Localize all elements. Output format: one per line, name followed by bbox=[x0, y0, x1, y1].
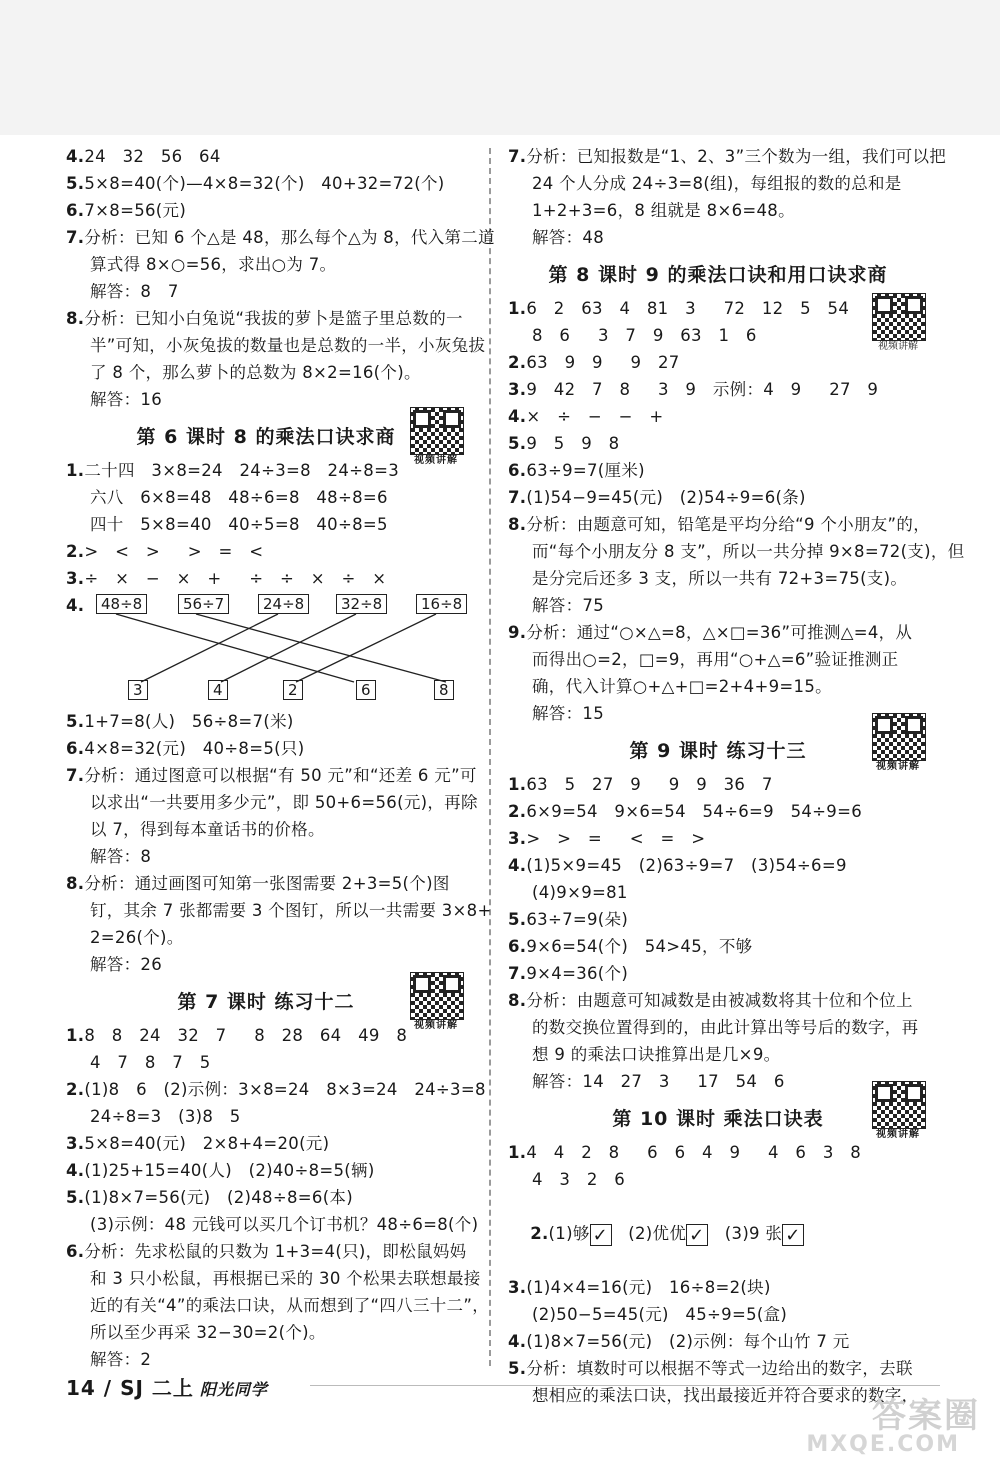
answer-line bbox=[508, 484, 928, 511]
section-7-title: 第 7 课时 练习十二 bbox=[177, 990, 355, 1013]
answer-text: 分析：填数时可以根据不等式一边给出的数字，去联 bbox=[526, 1359, 913, 1378]
right-top-answers bbox=[508, 143, 947, 251]
answer-text: 解答：8 bbox=[90, 847, 152, 866]
answer-line bbox=[508, 1274, 928, 1301]
answer-text: 钉，其余 7 张都需要 3 个图钉，所以一共需要 3×8+ bbox=[90, 901, 492, 920]
answer-line bbox=[66, 1319, 466, 1346]
question-number: 4. bbox=[66, 147, 85, 166]
answer-text: 4 4 2 8 6 6 4 9 4 6 3 8 bbox=[526, 1143, 862, 1162]
qr-code[interactable] bbox=[406, 407, 466, 467]
answer-line bbox=[66, 305, 466, 332]
question-number: 7. bbox=[508, 488, 527, 507]
question-number: 2. bbox=[508, 353, 527, 372]
question-number: 2. bbox=[508, 802, 527, 821]
answer-text: 24 个人分成 24÷3=8(组)，每组报的数的总和是 bbox=[532, 174, 902, 193]
expression-card: 48÷8 bbox=[96, 594, 147, 614]
answer-line bbox=[508, 933, 928, 960]
answer-line bbox=[66, 1049, 466, 1076]
answer-line bbox=[508, 1301, 928, 1328]
answer-line bbox=[66, 359, 466, 386]
qr-caption: 视频讲解 bbox=[876, 761, 920, 772]
answer-text: (1)54−9=45(元) (2)54÷9=6(条) bbox=[526, 488, 806, 507]
answer-line bbox=[66, 870, 466, 897]
qr-caption: 视频讲解 bbox=[876, 1129, 920, 1140]
question-number: 2. bbox=[66, 542, 85, 561]
section-8-answers bbox=[508, 295, 965, 727]
answer-text: 以 7，得到每本童话书的价格。 bbox=[90, 820, 325, 839]
answer-line bbox=[66, 1346, 466, 1373]
section-7-answers bbox=[66, 1022, 489, 1373]
question-number: 7. bbox=[66, 766, 85, 785]
answer-text: 以求出“一共要用多少元”，即 50+6=56(元)，再除 bbox=[90, 793, 478, 812]
answer-line bbox=[66, 816, 466, 843]
answer-line bbox=[508, 565, 928, 592]
answer-line bbox=[508, 987, 928, 1014]
section-10-title: 第 10 课时 乘法口诀表 bbox=[612, 1107, 824, 1130]
footer-rule bbox=[310, 1385, 940, 1386]
answer-line bbox=[508, 592, 928, 619]
answer-line bbox=[508, 1041, 928, 1068]
answer-line bbox=[508, 143, 947, 170]
question-number: 5. bbox=[508, 1359, 527, 1378]
question-number: 4. bbox=[508, 1332, 527, 1351]
question-number: 3. bbox=[508, 1278, 527, 1297]
answer-text: (1)8×7=56(元) (2)48÷8=6(本) bbox=[84, 1188, 353, 1207]
qr-code-icon bbox=[872, 1081, 926, 1129]
expression-card: 32÷8 bbox=[336, 594, 387, 614]
answer-text: 而“每个小朋友分 8 支”，所以一共分掉 9×8=72(支)，但 bbox=[532, 542, 965, 561]
answer-text: 4 3 2 6 bbox=[532, 1170, 626, 1189]
question-number: 6. bbox=[66, 201, 85, 220]
section-6-header bbox=[66, 413, 466, 466]
qr-code[interactable] bbox=[868, 1081, 928, 1141]
answer-text: 解答：48 bbox=[532, 228, 604, 247]
question-number: 5. bbox=[66, 712, 85, 731]
answer-text: 半”可知，小灰兔拔的数量也是总数的一半，小灰兔拔 bbox=[90, 336, 486, 355]
answer-text: (2)50−5=45(元) 45÷9=5(盒) bbox=[532, 1305, 788, 1324]
answer-line bbox=[66, 1157, 466, 1184]
answer-text: 5×8=40(元) 2×8+4=20(元) bbox=[84, 1134, 330, 1153]
answer-line bbox=[66, 1130, 466, 1157]
expression-card: 16÷8 bbox=[416, 594, 467, 614]
answer-text: 解答：16 bbox=[90, 390, 162, 409]
answer-line bbox=[508, 879, 928, 906]
answer-text: (4)9×9=81 bbox=[532, 883, 628, 902]
answer-text: 9×4=36(个) bbox=[526, 964, 629, 983]
answer-text: 63÷9=7(厘米) bbox=[526, 461, 645, 480]
answer-text: 分析：已知 6 个△是 48，那么每个△为 8，代入第二道 bbox=[84, 228, 495, 247]
watermark-url: MXQE.COM bbox=[806, 1432, 960, 1457]
checkmark-box-icon bbox=[782, 1224, 804, 1246]
page-footer bbox=[66, 1372, 268, 1401]
answer-text: 确，代入计算○+△+□=2+4+9=15。 bbox=[532, 677, 832, 696]
answer-text: 是分完后还多 3 支，所以一共有 72+3=75(支)。 bbox=[532, 569, 908, 588]
answer-line bbox=[66, 708, 466, 735]
answer-text: 1+7=8(人) 56÷8=7(米) bbox=[84, 712, 294, 731]
answer-line bbox=[66, 1076, 486, 1103]
section-9-answers bbox=[508, 771, 928, 1095]
answer-part: (3)9 张 bbox=[724, 1224, 783, 1243]
question-number: 1. bbox=[508, 775, 527, 794]
answer-line bbox=[508, 1068, 928, 1095]
qr-code-icon bbox=[410, 407, 464, 455]
answer-text: 算式得 8×○=56，求出○为 7。 bbox=[90, 255, 337, 274]
answer-text: 解答：14 27 3 17 54 6 bbox=[532, 1072, 785, 1091]
answer-text: 63 9 9 9 27 bbox=[526, 353, 680, 372]
qr-caption: 视频讲解 bbox=[414, 1020, 458, 1031]
answer-text: 9 5 9 8 bbox=[526, 434, 620, 453]
answer-text: 六八 6×8=48 48÷6=8 48÷8=6 bbox=[90, 488, 388, 507]
section-8-header bbox=[508, 251, 928, 295]
answer-line bbox=[66, 251, 466, 278]
answer-text: 分析：先求松鼠的只数为 1+3=4(只)，即松鼠妈妈 bbox=[84, 1242, 467, 1261]
answer-text: 4×8=32(元) 40÷8=5(只) bbox=[84, 739, 305, 758]
answer-line bbox=[508, 511, 928, 538]
answer-line bbox=[508, 295, 928, 322]
qr-code-icon bbox=[410, 972, 464, 1020]
answer-text: 解答：2 bbox=[90, 1350, 152, 1369]
answer-text: 6×9=54 9×6=54 54÷6=9 54÷9=6 bbox=[526, 802, 863, 821]
answer-text: (1)25+15=40(人) (2)40÷8=5(辆) bbox=[84, 1161, 375, 1180]
question-number: 4. bbox=[508, 856, 527, 875]
page-number: 14 / SJ 二上 bbox=[66, 1376, 194, 1400]
answer-line bbox=[66, 789, 478, 816]
question-number: 3. bbox=[66, 569, 85, 588]
answer-card: 6 bbox=[356, 680, 376, 700]
section-10-answers bbox=[508, 1139, 928, 1193]
answer-line bbox=[508, 673, 928, 700]
matching-diagram bbox=[66, 592, 466, 708]
question-number: 5. bbox=[508, 910, 527, 929]
expression-card: 56÷7 bbox=[178, 594, 229, 614]
answer-text: 24÷8=3 (3)8 5 bbox=[90, 1107, 241, 1126]
answer-line bbox=[66, 1238, 466, 1265]
answer-line bbox=[66, 565, 466, 592]
section-8-title: 第 8 课时 9 的乘法口诀和用口诀求商 bbox=[548, 263, 888, 286]
section-10-header bbox=[508, 1095, 928, 1139]
page-top-band bbox=[0, 0, 1000, 135]
answer-text: (1)5×9=45 (2)63÷9=7 (3)54÷6=9 bbox=[526, 856, 847, 875]
question-number: 5. bbox=[508, 434, 527, 453]
answer-line bbox=[508, 852, 928, 879]
answer-line bbox=[508, 1139, 928, 1166]
qr-code[interactable] bbox=[868, 293, 928, 353]
question-number: 5. bbox=[66, 1188, 85, 1207]
section-8-body bbox=[508, 295, 965, 727]
answer-line bbox=[66, 538, 466, 565]
section-9-title: 第 9 课时 练习十三 bbox=[629, 739, 807, 762]
answer-line bbox=[508, 322, 928, 349]
answer-card: 2 bbox=[283, 680, 303, 700]
answer-line bbox=[508, 960, 928, 987]
answer-text: 分析：由题意可知，铅笔是平均分给“9 个小朋友”的， bbox=[526, 515, 930, 534]
question-number: 2. bbox=[66, 1080, 85, 1099]
answer-text: ÷ × − × + ÷ ÷ × ÷ × bbox=[84, 569, 387, 588]
qr-code[interactable] bbox=[868, 713, 928, 773]
answer-line bbox=[508, 798, 928, 825]
question-number: 3. bbox=[508, 829, 527, 848]
answer-text: 的数交换位置得到的，由此计算出等号后的数字，再 bbox=[532, 1018, 919, 1037]
answer-line bbox=[508, 170, 928, 197]
answer-line bbox=[508, 1382, 928, 1409]
question-number: 9. bbox=[508, 623, 527, 642]
answer-part: (1)够 bbox=[548, 1224, 590, 1243]
section-6-answers-continued bbox=[66, 708, 492, 978]
answer-card: 4 bbox=[208, 680, 228, 700]
question-number: 6. bbox=[508, 461, 527, 480]
answer-text: 24 32 56 64 bbox=[84, 147, 221, 166]
answer-line bbox=[508, 224, 928, 251]
answer-line bbox=[66, 170, 466, 197]
section-10-answers-continued bbox=[508, 1274, 928, 1409]
answer-text: 分析：通过画图可知第一张图需要 2+3=5(个)图 bbox=[84, 874, 450, 893]
expression-card: 24÷8 bbox=[258, 594, 309, 614]
answer-text: 分析：已知小白兔说“我拔的萝卜是篮子里总数的一 bbox=[84, 309, 463, 328]
answer-text: 四十 5×8=40 40÷5=8 40÷8=5 bbox=[90, 515, 388, 534]
answer-text: 分析：通过“○×△=8，△×□=36”可推测△=4，从 bbox=[526, 623, 913, 642]
answer-line bbox=[508, 430, 928, 457]
answer-line bbox=[508, 1166, 928, 1193]
question-number: 4. bbox=[508, 407, 527, 426]
answer-text: 二十四 3×8=24 24÷3=8 24÷8=3 bbox=[84, 461, 399, 480]
question-number: 1. bbox=[508, 299, 527, 318]
left-column bbox=[66, 143, 495, 1373]
qr-code-icon bbox=[872, 713, 926, 761]
answer-text: (1)8×7=56(元) (2)示例：每个山竹 7 元 bbox=[526, 1332, 850, 1351]
answer-text: 8 6 3 7 9 63 1 6 bbox=[532, 326, 757, 345]
answer-card: 3 bbox=[128, 680, 148, 700]
answer-text: > > = < = > bbox=[526, 829, 706, 848]
question-number: 8. bbox=[66, 874, 85, 893]
answer-line bbox=[66, 224, 495, 251]
answer-line-checkboxes bbox=[508, 1193, 928, 1274]
answer-text: 8 8 24 32 7 8 28 64 49 8 bbox=[84, 1026, 408, 1045]
section-6-title: 第 6 课时 8 的乘法口诀求商 bbox=[136, 425, 396, 448]
answer-line bbox=[66, 1103, 466, 1130]
answer-line bbox=[508, 538, 965, 565]
answer-text: 了 8 个，那么萝卜的总数为 8×2=16(个)。 bbox=[90, 363, 421, 382]
question-number: 8. bbox=[508, 991, 527, 1010]
answer-text: 所以至少再采 32−30=2(个)。 bbox=[90, 1323, 326, 1342]
answer-line bbox=[66, 762, 477, 789]
column-divider bbox=[489, 148, 491, 1366]
answer-line bbox=[66, 278, 466, 305]
answer-line bbox=[66, 143, 466, 170]
answer-line bbox=[66, 1265, 481, 1292]
answer-line bbox=[508, 771, 928, 798]
answer-text: 5×8=40(个)—4×8=32(个) 40+32=72(个) bbox=[84, 174, 445, 193]
question-number: 7. bbox=[508, 964, 527, 983]
answer-text: 63 5 27 9 9 9 36 7 bbox=[526, 775, 773, 794]
question-number: 1. bbox=[66, 461, 85, 480]
brand-logo: 阳光同学 bbox=[199, 1380, 268, 1399]
qr-code[interactable] bbox=[406, 972, 466, 1032]
section-6-answers bbox=[66, 457, 466, 592]
question-number: 7. bbox=[508, 147, 527, 166]
section-7-header bbox=[66, 978, 466, 1031]
question-number: 6. bbox=[66, 739, 85, 758]
answer-line bbox=[66, 484, 466, 511]
question-number: 1. bbox=[66, 1026, 85, 1045]
question-number: 6. bbox=[66, 1242, 85, 1261]
answer-text: 7×8=56(元) bbox=[84, 201, 187, 220]
answer-line bbox=[508, 619, 928, 646]
answer-line bbox=[66, 735, 466, 762]
answer-line bbox=[508, 197, 928, 224]
answer-text: 9×6=54(个) 54>45，不够 bbox=[526, 937, 753, 956]
answer-text: > < > > = < bbox=[84, 542, 264, 561]
checkmark-box-icon bbox=[686, 1224, 708, 1246]
answer-line bbox=[508, 403, 928, 430]
answer-line bbox=[508, 376, 928, 403]
answer-line bbox=[66, 843, 466, 870]
answer-text: 解答：8 7 bbox=[90, 282, 179, 301]
question-number: 5. bbox=[66, 174, 85, 193]
answer-line bbox=[508, 457, 928, 484]
answer-line bbox=[66, 197, 466, 224]
answer-line bbox=[508, 1355, 928, 1382]
question-number: 8. bbox=[508, 515, 527, 534]
answer-part: (2)优优 bbox=[628, 1224, 687, 1243]
answer-line bbox=[508, 1014, 928, 1041]
answer-text: 解答：26 bbox=[90, 955, 162, 974]
answer-line bbox=[66, 332, 486, 359]
qr-code-icon bbox=[872, 293, 926, 341]
question-number: 6. bbox=[508, 937, 527, 956]
section-9-header bbox=[508, 727, 928, 771]
answer-text: 解答：75 bbox=[532, 596, 604, 615]
question-number: 4. bbox=[66, 596, 85, 615]
right-column bbox=[508, 143, 965, 1409]
answer-line bbox=[66, 924, 466, 951]
qr-caption: 视频讲解 bbox=[878, 341, 918, 352]
answer-text: 近的有关“4”的乘法口诀，从而想到了“四八三十二”， bbox=[90, 1296, 489, 1315]
answer-line bbox=[508, 906, 928, 933]
answer-text: 分析：通过图意可以根据“有 50 元”和“还差 6 元”可 bbox=[84, 766, 477, 785]
answer-line bbox=[66, 1211, 479, 1238]
question-number: 7. bbox=[66, 228, 85, 247]
question-number: 8. bbox=[66, 309, 85, 328]
question-number: 1. bbox=[508, 1143, 527, 1162]
answer-line bbox=[66, 897, 492, 924]
answer-line bbox=[508, 1328, 928, 1355]
answer-text: (3)示例：48 元钱可以买几个订书机？48÷6=8(个) bbox=[90, 1215, 479, 1234]
answer-text: 而得出○=2，□=9，再用“○+△=6”验证推测正 bbox=[532, 650, 899, 669]
question-number: 3. bbox=[66, 1134, 85, 1153]
left-top-answers bbox=[66, 143, 495, 413]
answer-text: 分析：由题意可知减数是由被减数将其十位和个位上 bbox=[526, 991, 913, 1010]
question-number: 2. bbox=[530, 1224, 549, 1243]
checkmark-box-icon bbox=[590, 1224, 612, 1246]
answer-line bbox=[508, 646, 928, 673]
qr-caption: 视频讲解 bbox=[414, 455, 458, 466]
answer-text: 和 3 只小松鼠，再根据已采的 30 个松果去联想最接 bbox=[90, 1269, 481, 1288]
answer-card: 8 bbox=[434, 680, 454, 700]
answer-text: 1+2+3=6，8 组就是 8×6=48。 bbox=[532, 201, 795, 220]
answer-text: 2=26(个)。 bbox=[90, 928, 184, 947]
answer-line bbox=[66, 1184, 466, 1211]
answer-text: 63÷7=9(朵) bbox=[526, 910, 629, 929]
answer-line bbox=[508, 700, 928, 727]
answer-text: 分析：已知报数是“1、2、3”三个数为一组，我们可以把 bbox=[526, 147, 947, 166]
answer-line bbox=[508, 349, 928, 376]
answer-text: 想相应的乘法口诀，找出最接近并符合要求的数字， bbox=[532, 1386, 919, 1405]
answer-text: × ÷ − − + bbox=[526, 407, 664, 426]
question-number: 4. bbox=[66, 1161, 85, 1180]
answer-text: 6 2 63 4 81 3 72 12 5 54 bbox=[526, 299, 850, 318]
answer-text: (1)8 6 (2)示例：3×8=24 8×3=24 24÷3=8 bbox=[84, 1080, 486, 1099]
answer-line bbox=[66, 1292, 489, 1319]
question-number: 3. bbox=[508, 380, 527, 399]
answer-line bbox=[508, 825, 928, 852]
watermark-logo: 答案圈 bbox=[872, 1396, 980, 1436]
answer-text: 9 42 7 8 3 9 示例：4 9 27 9 bbox=[526, 380, 879, 399]
answer-text: (1)4×4=16(元) 16÷8=2(块) bbox=[526, 1278, 771, 1297]
answer-line bbox=[66, 511, 466, 538]
answer-text: 想 9 的乘法口诀推算出是几×9。 bbox=[532, 1045, 781, 1064]
answer-text: 解答：15 bbox=[532, 704, 604, 723]
answer-text: 4 7 8 7 5 bbox=[90, 1053, 211, 1072]
